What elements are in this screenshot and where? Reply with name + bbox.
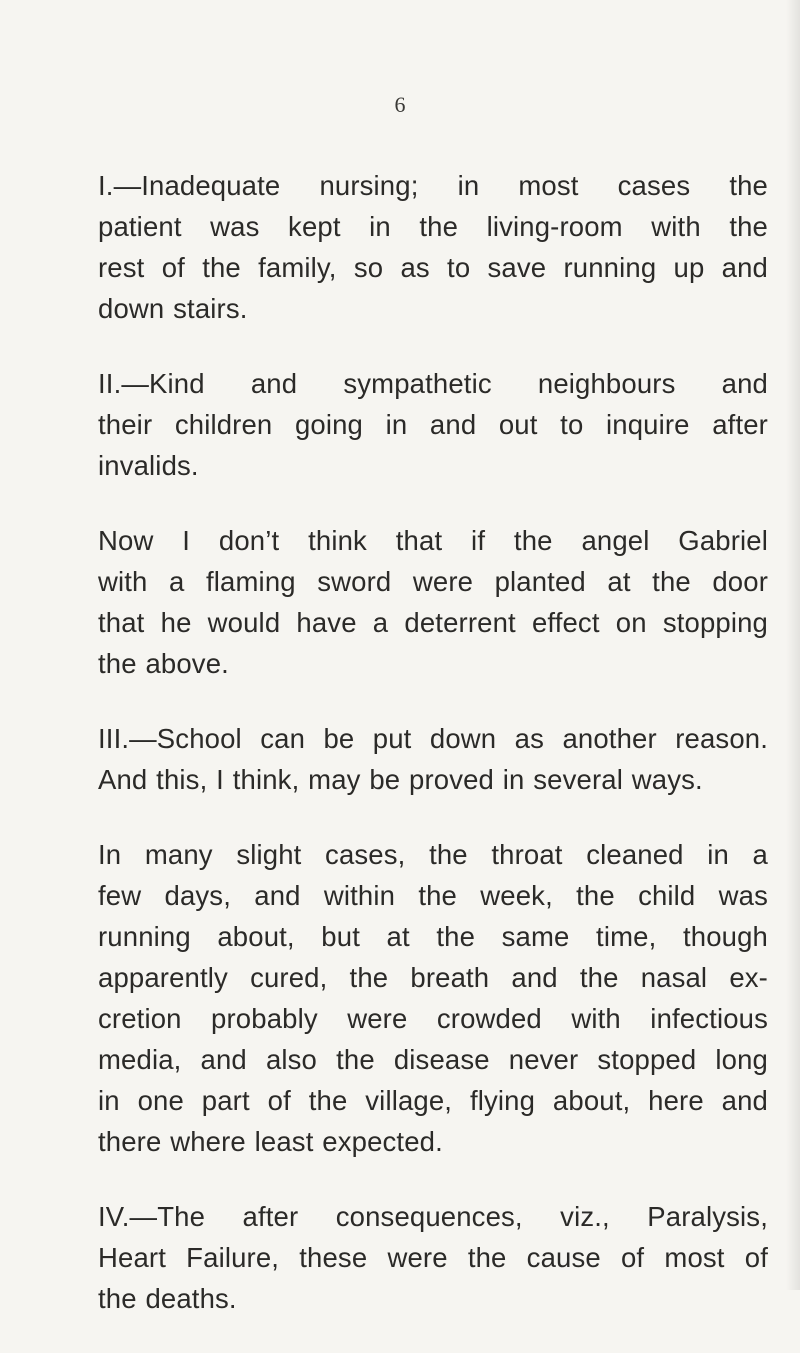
text-line: patient was kept in the living-room with the: [98, 211, 768, 242]
text-line: few days, and within the week, the child was: [98, 880, 768, 911]
paragraph-angel-gabriel: [98, 520, 768, 684]
text-line: there where least expected.: [98, 1126, 443, 1157]
paragraph-neighbours: [98, 363, 768, 486]
paragraph-slight-cases: [98, 834, 768, 1162]
text-line: that he would have a deterrent effect on stopping: [98, 607, 768, 638]
text-line: down stairs.: [98, 293, 248, 324]
paragraph-inadequate-nursing: [98, 165, 768, 329]
text-line: invalids.: [98, 450, 199, 481]
text-line: cretion probably were crowded with infectious: [98, 1003, 768, 1034]
paragraph-consequences: [98, 1196, 768, 1319]
text-line: Heart Failure, these were the cause of most of: [98, 1242, 768, 1273]
body-text: [98, 165, 768, 1353]
text-line: II.—Kind and sympathetic neighbours and: [98, 368, 768, 399]
text-line: III.—School can be put down as another reason.: [98, 723, 768, 754]
text-line: And this, I think, may be proved in several ways.: [98, 764, 703, 795]
text-line: Now I don’t think that if the angel Gabriel: [98, 525, 768, 556]
paragraph-school: [98, 718, 768, 800]
text-line: I.—Inadequate nursing; in most cases the: [98, 170, 768, 201]
text-line: media, and also the disease never stopped long: [98, 1044, 768, 1075]
text-line: with a flaming sword were planted at the door: [98, 566, 768, 597]
text-line: apparently cured, the breath and the nasal ex-: [98, 962, 768, 993]
page-number: 6: [394, 92, 406, 117]
text-line: the deaths.: [98, 1283, 237, 1314]
text-line: rest of the family, so as to save running up and: [98, 252, 768, 283]
text-line: in one part of the village, flying about, here and: [98, 1085, 768, 1116]
text-line: In many slight cases, the throat cleaned in a: [98, 839, 768, 870]
text-line: the above.: [98, 648, 229, 679]
text-line: their children going in and out to inquire after: [98, 409, 768, 440]
text-line: running about, but at the same time, though: [98, 921, 768, 952]
text-line: IV.—The after consequences, viz., Paralysis,: [98, 1201, 768, 1232]
